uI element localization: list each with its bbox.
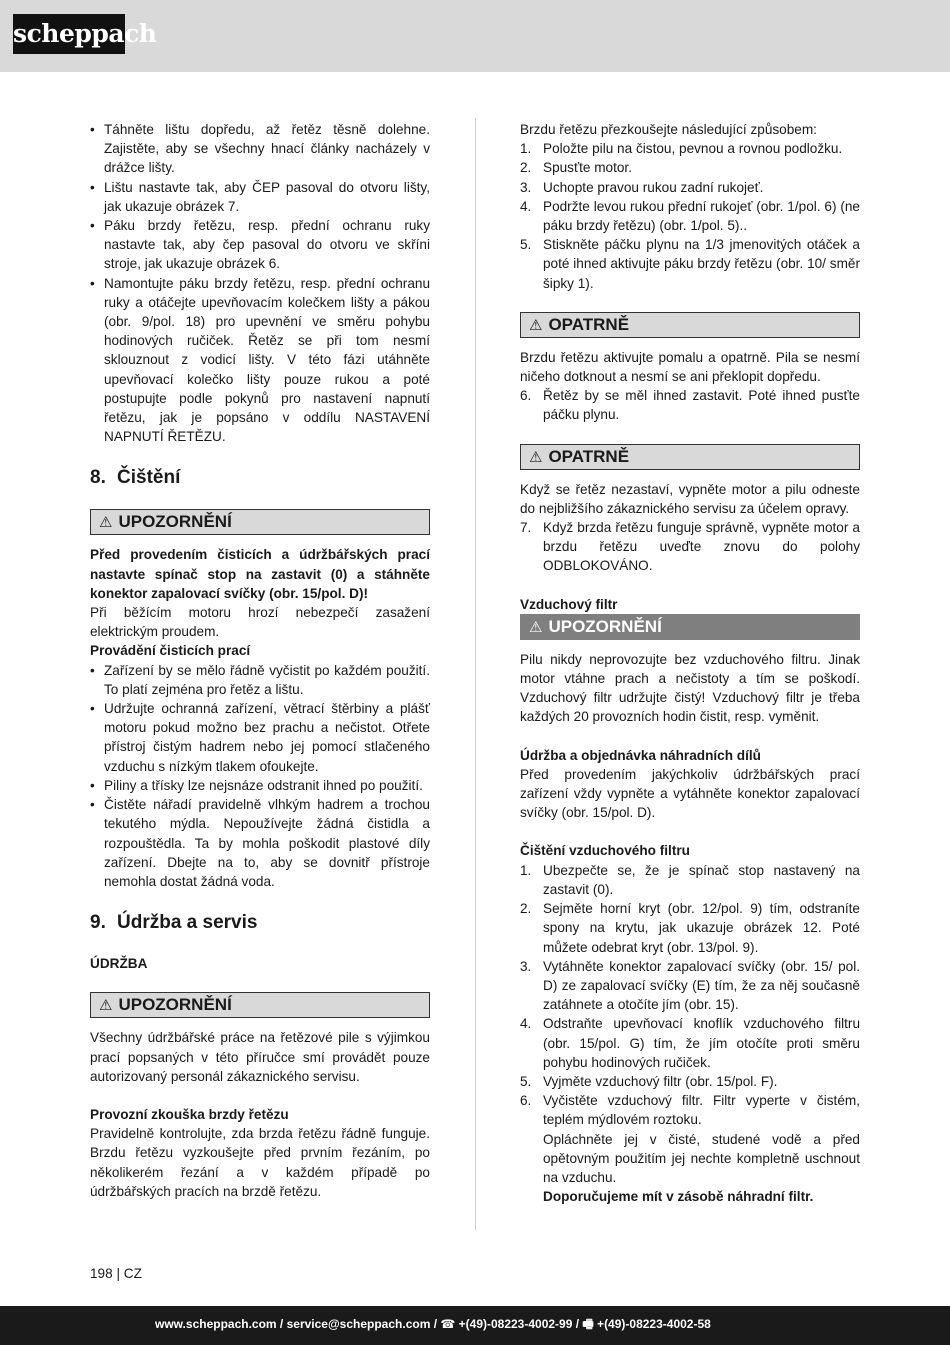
paragraph: Když se řetěz nezastaví, vypněte motor a pilu odneste do nejbližšího zákaznického servisu za účelem opravy. — [520, 481, 860, 516]
paragraph: Všechny údržbářské práce na řetězové pile s výjimkou prací popsaných v této příručce smí provádět pouze autorizovaný personál zákaznického servisu. — [90, 1030, 430, 1084]
brand-logo: scheppach — [13, 14, 125, 54]
test-steps-list-final — [520, 518, 860, 576]
list-item: • Páku brzdy řetězu, resp. přední ochranu ruky nastavte tak, aby čep pasoval do otvoru ve skříni stroje, jak ukazuje obrázek 6. — [90, 216, 430, 274]
list-item: • Udržujte ochranná zařízení, větrací štěrbiny a plášť motoru pokud možno bez prachu a nečistot. Otřete přístroj čistým hadrem nebo jej pomocí stlačeného vzduchu s nízkým tlakem ofoukejte. — [90, 699, 430, 776]
warning-triangle-icon: ⚠ — [99, 997, 113, 1015]
cleaning-bullet-list — [90, 661, 430, 891]
section-title: Údržba a servis — [117, 912, 258, 934]
list-item: 7. Když brzda řetězu funguje správně, vypněte motor a brzdu řetězu uveďte znovu do polohy ODBLOKOVÁNO. — [520, 520, 860, 574]
section-title: Čištění — [117, 467, 181, 489]
paragraph: Brzdu řetězu přezkoušejte následující způsobem: — [520, 122, 817, 137]
warning-label: UPOZORNĚNÍ — [548, 616, 662, 636]
column-divider — [475, 118, 476, 1230]
section-8-heading — [90, 466, 430, 490]
list-item: 4. Podržte levou rukou přední rukojeť (obr. 1/pol. 6) (ne páku brzdy řetězu) (obr. 1/pol. 5).. — [520, 198, 860, 234]
paragraph: Brzdu řetězu aktivujte pomalu a opatrně. Pila se nesmí ničeho dotknout a nesmí se ani překlopit dopředu. — [520, 349, 860, 385]
subheading: Údržba a objednávka náhradních dílů — [520, 747, 761, 763]
left-column — [90, 120, 430, 1201]
right-column — [520, 120, 860, 1206]
warning-triangle-icon: ⚠ — [99, 514, 113, 532]
subheading: Čištění vzduchového filtru — [520, 843, 690, 859]
paragraph: Opláchněte jej v čisté, studené vodě a před opětovným použitím jej nechte kompletně uschnout na vzduchu. — [543, 1131, 860, 1185]
list-item: • Lištu nastavte tak, aby ČEP pasoval do otvoru lišty, jak ukazuje obrázek 7. — [90, 178, 430, 216]
subheading: Vzduchový filtr — [520, 596, 618, 612]
list-item: 1. Položte pilu na čistou, pevnou a rovnou podložku. — [520, 141, 843, 157]
footer-contact-bar — [0, 1306, 950, 1345]
list-item: 4. Odstraňte upevňovací knoflík vzduchového filtru (obr. 15/pol. G) tím, že jím otočíte proti směru pohybu hodinových ručiček. — [520, 1016, 860, 1070]
list-item: 6. Řetěz by se měl ihned zastavit. Poté ihned pusťte páčku plynu. — [520, 388, 860, 423]
warning-triangle-icon: ⚠ — [529, 316, 543, 334]
page-header — [0, 0, 950, 72]
warning-triangle-icon: ⚠ — [529, 448, 543, 466]
warning-label: UPOZORNĚNÍ — [118, 512, 232, 532]
contact-text: www.scheppach.com / service@scheppach.com / ☎ +(49)-08223-4002-99 / 🖷 +(49)-08223-4002-58 — [155, 1317, 711, 1331]
list-item: 6. Vyčistěte vzduchový filtr. Filtr vyperte v čistém, teplém mýdlovém roztoku. — [520, 1093, 860, 1128]
intro-bullet-list — [90, 120, 430, 446]
warning-box — [90, 509, 430, 535]
list-item: • Piliny a třísky lze nejsnáze odstranit ihned po použití. — [90, 776, 430, 795]
warning-label: UPOZORNĚNÍ — [118, 995, 232, 1015]
caution-label: OPATRNĚ — [548, 446, 630, 466]
caution-label: OPATRNĚ — [548, 314, 630, 334]
list-item: 1. Ubezpečte se, že je spínač stop nastavený na zastavit (0). — [520, 862, 860, 897]
subheading: Provádění čisticích prací — [90, 643, 251, 659]
warning-box — [520, 614, 860, 640]
paragraph: Před provedením jakýchkoliv údržbářských prací zařízení vždy vypněte a vytáhněte konektor zapalovací svíčky (obr. 15/pol. D). — [520, 766, 860, 821]
warning-box — [90, 992, 430, 1018]
caution-box — [520, 312, 860, 338]
list-item: • Namontujte páku brzdy řetězu, resp. přední ochranu ruky a otáčejte upevňovacím kolečkem lišty a pákou (obr. 9/pol. 18) pro upevnění ve směru pohybu hodinových ručiček. Řetěz se při tom nesmí sklouznout z vodicí lišty. V této fázi utáhněte upevňovací kolečko lišty pouze rukou a poté postupujte podle pokynů pro nastavení napnutí řetězu, jak je popsáno v oddílu NASTAVENÍ NAPNUTÍ ŘETĚZU. — [90, 274, 430, 447]
list-item: 3. Vytáhněte konektor zapalovací svíčky (obr. 15/ pol. D) ze zapalovací svíčky (E) tím, že za něj současně zatáhnete a otočíte jím (obr. 15). — [520, 958, 860, 1013]
paragraph: Pilu nikdy neprovozujte bez vzduchového filtru. Jinak motor vtáhne prach a nečistoty a tím se poškodí. Vzduchový filtr udržujte čistý! Vzduchový filtr je třeba každých 20 provozních hodin čistit, resp. vyměnit. — [520, 651, 860, 725]
list-item: • Zařízení by se mělo řádně vyčistit po každém použití. To platí zejména pro řetěz a lištu. — [90, 661, 430, 699]
test-steps-list-continued — [520, 386, 860, 424]
paragraph: Při běžícím motoru hrozí nebezpečí zasažení elektrickým proudem. — [90, 605, 430, 640]
list-item: • Táhněte lištu dopředu, až řetěz těsně dolehne. Zajistěte, aby se všechny hnací články nacházely v drážce lišty. — [90, 120, 430, 178]
list-item: 2. Spusťte motor. — [520, 160, 632, 176]
test-steps-list — [520, 139, 860, 293]
filter-cleaning-steps — [520, 861, 860, 1130]
subheading: ÚDRŽBA — [90, 956, 148, 972]
list-item: 3. Uchopte pravou rukou zadní rukojeť. — [520, 179, 764, 195]
list-item: • Čistěte nářadí pravidelně vlhkým hadrem a trochou tekutého mýdla. Nepoužívejte žádná čistidla a rozpouštědla. Ta by mohla poškodit plastové díly zařízení. Dbejte na to, aby se dovnitř přístroje nemohla dostat žádná voda. — [90, 795, 430, 891]
bold-paragraph: Doporučujeme mít v zásobě náhradní filtr. — [543, 1189, 814, 1205]
section-number: 8. — [90, 467, 106, 489]
warning-triangle-icon: ⚠ — [529, 618, 543, 636]
caution-box — [520, 444, 860, 470]
bold-paragraph: Před provedením čisticích a údržbářských prací nastavte spínač stop na zastavit (0) a stáhněte konektor zapalovací svíčky (obr. 15/pol. D)! — [90, 547, 430, 601]
page-number: 198 | CZ — [90, 1266, 142, 1281]
list-item: 2. Sejměte horní kryt (obr. 12/pol. 9) tím, odstraníte spony na krytu, jak ukazuje obrázek 12. Poté můžete odebrat kryt (obr. 13/pol. 9). — [520, 901, 860, 955]
list-item: 5. Vyjměte vzduchový filtr (obr. 15/pol. F). — [520, 1073, 778, 1089]
subheading: Provozní zkouška brzdy řetězu — [90, 1106, 289, 1122]
section-number: 9. — [90, 912, 106, 934]
paragraph: Pravidelně kontrolujte, zda brzda řetězu řádně funguje. Brzdu řetězu vyzkoušejte před prvním řezáním, po několikerém řezání a v každém případě po údržbářských pracích na brzdě řetězu. — [90, 1126, 430, 1199]
list-item: 5. Stiskněte páčku plynu na 1/3 jmenovitých otáček a poté ihned aktivujte páku brzdy řetězu (obr. 10/ směr šipky 1). — [520, 237, 860, 291]
section-9-heading — [90, 911, 430, 935]
